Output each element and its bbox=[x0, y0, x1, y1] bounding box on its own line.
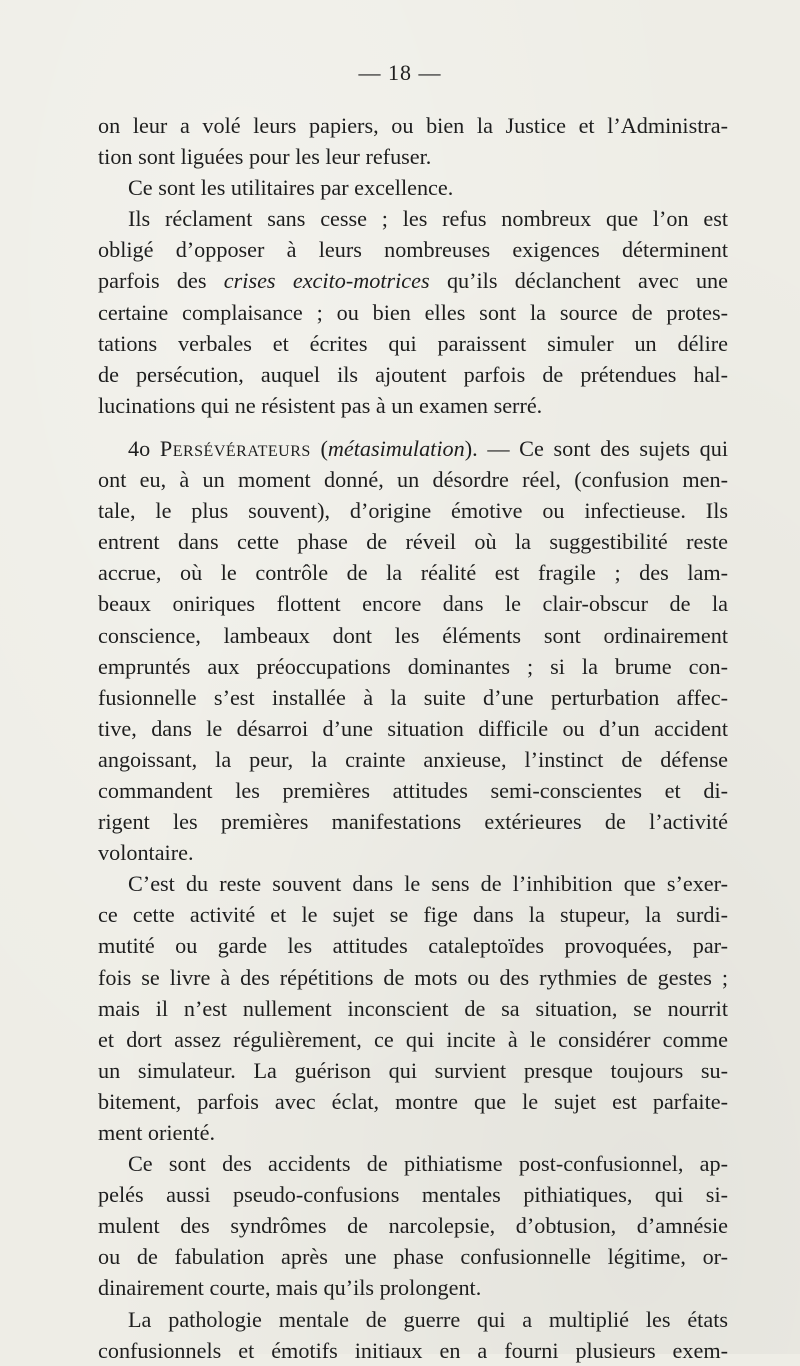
text-line: Ce sont des accidents de pithiatisme post-confusionnel, ap- bbox=[128, 1151, 728, 1177]
text-line: conscience, lambeaux dont les éléments sont ordinairement bbox=[98, 622, 728, 648]
text-line: mais il n’est nullement inconscient de sa situation, se nourrit bbox=[98, 995, 728, 1021]
text-line: Ils réclament sans cesse ; les refus nombreux que l’on est bbox=[128, 206, 728, 232]
page-number: — 18 — bbox=[358, 60, 442, 85]
text-line: pelés aussi pseudo-confusions mentales pithiatiques, qui si- bbox=[98, 1182, 728, 1208]
text-line: beaux oniriques flottent encore dans le clair-obscur de la bbox=[98, 591, 728, 617]
text-line: fois se livre à des répétitions de mots ou des rythmies de gestes ; bbox=[98, 964, 728, 990]
text-line: fusionnelle s’est installée à la suite d’une perturbation affec- bbox=[98, 684, 728, 710]
text-line: Ce sont les utilitaires par excellence. bbox=[128, 175, 454, 201]
text-line: on leur a volé leurs papiers, ou bien la Justice et l’Administra- bbox=[98, 113, 728, 138]
body-text bbox=[98, 110, 728, 1366]
text-line: ce cette activité et le sujet se fige dans la stupeur, la surdi- bbox=[98, 902, 728, 928]
text-line: lucinations qui ne résistent pas à un examen serré. bbox=[98, 392, 543, 418]
text-line: ont eu, à un moment donné, un désordre réel, (confusion men- bbox=[98, 467, 728, 493]
text-line: confusionnels et émotifs initiaux en a fourni plusieurs exem- bbox=[98, 1337, 728, 1363]
text-line: parfois des crises excito-motrices qu’ils déclanchent avec une bbox=[98, 268, 728, 294]
text-line: tations verbales et écrites qui paraissent simuler un délire bbox=[98, 330, 728, 356]
text-line: et dort assez régulièrement, ce qui incite à le considérer comme bbox=[98, 1026, 728, 1052]
text-line: ment orienté. bbox=[98, 1120, 216, 1145]
text-line: dinairement courte, mais qu’ils prolongent. bbox=[98, 1275, 482, 1301]
text-line: certaine complaisance ; ou bien elles sont la source de protes- bbox=[98, 299, 728, 325]
section-heading: Persévérateurs bbox=[159, 435, 311, 461]
text-line: mulent des syndrômes de narcolepsie, d’obtusion, d’amnésie bbox=[98, 1213, 728, 1239]
text-line: C’est du reste souvent dans le sens de l’inhibition que s’exer- bbox=[128, 871, 728, 897]
text-line: accrue, où le contrôle de la réalité est fragile ; des lam- bbox=[98, 560, 728, 586]
text-line: 4o Persévérateurs (métasimulation). — Ce sont des sujets qui bbox=[128, 435, 728, 461]
text-line: tion sont liguées pour les leur refuser. bbox=[98, 144, 432, 170]
text-line: bitement, parfois avec éclat, montre que le sujet est parfaite- bbox=[98, 1088, 728, 1114]
text-line: empruntés aux préoccupations dominantes ; si la brume con- bbox=[98, 653, 728, 679]
text-line: volontaire. bbox=[98, 840, 194, 866]
text-line: tive, dans le désarroi d’une situation difficile ou d’un accident bbox=[98, 715, 728, 741]
text-line: rigent les premières manifestations extérieures de l’activité bbox=[98, 809, 728, 835]
text-line: entrent dans cette phase de réveil où la suggestibilité reste bbox=[98, 529, 728, 555]
text-line: ou de fabulation après une phase confusionnelle légitime, or- bbox=[98, 1244, 728, 1270]
text-line: La pathologie mentale de guerre qui a multiplié les états bbox=[128, 1306, 728, 1332]
text-line: mutité ou garde les attitudes cataleptoïdes provoquées, par- bbox=[98, 933, 728, 959]
italic-term: crises excito-motrices bbox=[223, 268, 430, 294]
text-line: tale, le plus souvent), d’origine émotive ou infectieuse. Ils bbox=[98, 498, 728, 524]
text-line: de persécution, auquel ils ajoutent parfois de prétendues hal- bbox=[98, 361, 728, 387]
text-line: commandent les premières attitudes semi-conscientes et di- bbox=[98, 777, 728, 803]
italic-term: métasimulation bbox=[327, 435, 465, 461]
text-line: un simulateur. La guérison qui survient presque toujours su- bbox=[98, 1057, 728, 1083]
text-line: angoissant, la peur, la crainte anxieuse, l’instinct de défense bbox=[98, 746, 728, 772]
text-line: obligé d’opposer à leurs nombreuses exigences déterminent bbox=[98, 237, 728, 263]
